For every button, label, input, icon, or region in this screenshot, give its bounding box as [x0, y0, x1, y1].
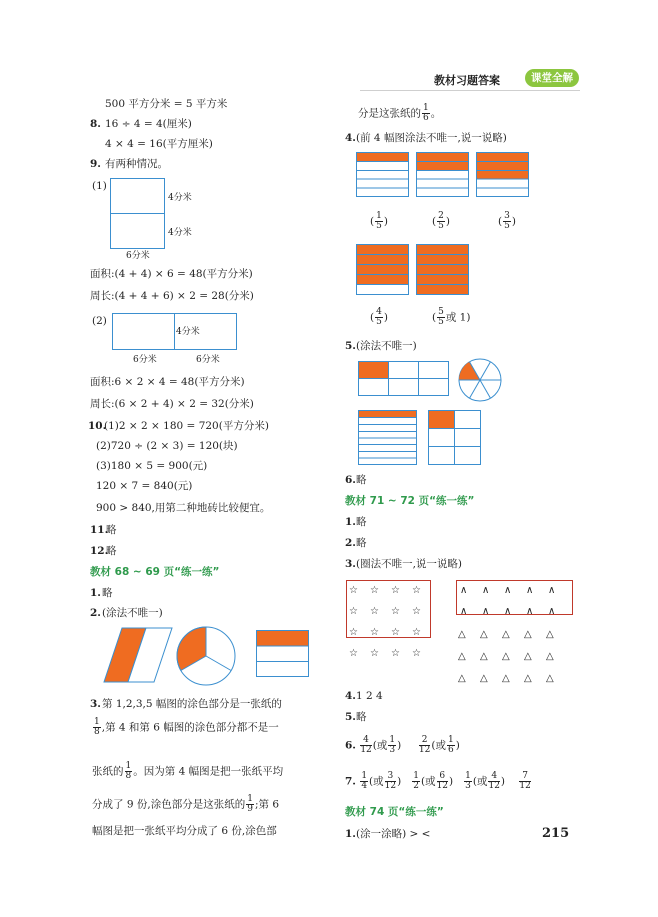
s2q1-number: 1.: [345, 516, 356, 528]
area1: 面积:(4 + 4) × 6 = 48(平方分米): [90, 268, 253, 280]
q9-number: 9.: [90, 158, 101, 170]
triangle-symbol: △: [546, 651, 554, 662]
triangle-symbol: △: [458, 651, 466, 662]
page-number: 215: [542, 826, 570, 841]
circle-figure: [176, 626, 236, 686]
q5-circle-figure: [458, 358, 502, 402]
caret-symbol: ∧: [504, 606, 512, 617]
q4-fig4: [356, 244, 410, 296]
triangle-symbol: △: [480, 673, 488, 684]
caret-symbol: ∧: [548, 606, 556, 617]
q12-answer: 略: [106, 545, 117, 557]
q6-number: 6.: [345, 474, 356, 486]
s1q1-number: 1.: [90, 587, 101, 599]
q5-grid-figure: [358, 361, 450, 397]
q11-number: 11.: [90, 524, 109, 536]
q10-line5: 900 > 840,用第二种地砖比较便宜。: [96, 502, 271, 514]
fig2-label: (2): [92, 315, 107, 327]
q5-text: (涂法不唯一): [356, 340, 417, 352]
caret-symbol: ∧: [460, 606, 468, 617]
q4-fig1: [356, 152, 410, 198]
rectangle-thirds-figure: [256, 630, 310, 678]
header-title: 教材习题答案: [434, 74, 500, 87]
star-symbol: ☆: [370, 648, 379, 659]
star-symbol: ☆: [391, 606, 400, 617]
star-symbol: ☆: [349, 585, 358, 596]
triangle-symbol: △: [458, 629, 466, 640]
triangle-symbol: △: [502, 673, 510, 684]
area2: 面积:6 × 2 × 4 = 48(平方分米): [90, 376, 245, 388]
q4-frac5: ( $\frac{5}{5}$ 或 1): [432, 307, 471, 327]
q4-frac2: ( $\frac{2}{5}$ ): [432, 211, 450, 231]
caret-symbol: ∧: [526, 606, 534, 617]
triangle-symbol: △: [502, 629, 510, 640]
triangle-symbol: △: [480, 651, 488, 662]
triangle-symbol: △: [524, 629, 532, 640]
s3q1-number: 1.: [345, 828, 356, 840]
q4-fig3: [476, 152, 530, 198]
s1q3-number: 3.: [90, 698, 101, 710]
triangle-symbol: △: [458, 673, 466, 684]
triangle-symbol: △: [524, 651, 532, 662]
q4-fig2: [416, 152, 470, 198]
triangle-symbol: △: [502, 651, 510, 662]
section-74: 教材 74 页“练一练”: [345, 806, 444, 818]
star-symbol: ☆: [349, 648, 358, 659]
caret-symbol: ∧: [482, 585, 490, 596]
star-symbol: ☆: [412, 585, 421, 596]
caret-symbol: ∧: [482, 606, 490, 617]
triangle-symbol: △: [546, 673, 554, 684]
fig1-label: (1): [92, 180, 107, 192]
q10-line1: (1)2 × 2 × 180 = 720(平方分米): [104, 420, 269, 432]
section-68-69: 教材 68 ~ 69 页“练一练”: [90, 566, 220, 578]
q4-frac4: ( $\frac{4}{5}$ ): [370, 307, 388, 327]
q4-text: (前 4 幅图涂法不唯一,说一说略): [356, 132, 507, 144]
fig1-side-top: 4分米: [168, 193, 192, 203]
perimeter1: 周长:(4 + 4 + 6) × 2 = 28(分米): [90, 290, 254, 302]
q10-line2: (2)720 ÷ (2 × 3) = 120(块): [96, 440, 238, 452]
carets-circle-box: [456, 580, 574, 616]
s2q2-number: 2.: [345, 537, 356, 549]
s2q4-number: 4.: [345, 690, 356, 702]
fig2-bottom-right: 6分米: [196, 355, 220, 365]
caret-symbol: ∧: [548, 585, 556, 596]
s1q3-line-e: 分成了 9 份,涂色部分是这张纸的 $\frac{1}{9}$ ;第 6: [92, 794, 279, 814]
q8-line-b: 4 × 4 = 16(平方厘米): [105, 138, 213, 150]
star-symbol: ☆: [412, 606, 421, 617]
s2q7-line: 7. $\frac{1}{4}$ (或 $\frac{3}{12}$ ) $\frac{1}{2}$ (或 $\frac{6}{12}$ ) $\frac{1}{3}$ (或 $\frac{4}{12}$ ) $\frac{7}{12}$: [345, 771, 531, 791]
s1q3-line-c: 张纸的 $\frac{1}{8}$ 。因为第 4 幅图是把一张纸平均: [92, 761, 284, 781]
fig1-bottom-label: 6分米: [126, 251, 150, 261]
parallelogram-figure: [104, 627, 174, 683]
q12-number: 12.: [90, 545, 109, 557]
q10-line3: (3)180 × 5 = 900(元): [96, 460, 208, 472]
triangle-symbol: △: [546, 629, 554, 640]
star-symbol: ☆: [370, 627, 379, 638]
line-500: 500 平方分米 = 5 平方米: [105, 98, 228, 110]
section-71-72: 教材 71 ~ 72 页“练一练”: [345, 495, 475, 507]
s1q3-line-g: 幅图是把一张纸平均分成了 6 份,涂色部: [92, 825, 277, 837]
q10-number: 10.: [88, 420, 107, 432]
q9-text: 有两种情况。: [105, 158, 168, 170]
s2q3-number: 3.: [345, 558, 356, 570]
q5-striped-figure: [358, 410, 418, 466]
triangle-symbol: △: [480, 629, 488, 640]
s2q1-answer: 略: [356, 516, 367, 528]
fig1-side-bottom: 4分米: [168, 228, 192, 238]
fig2-bottom-left: 6分米: [133, 355, 157, 365]
s2q5-answer: 略: [356, 711, 367, 723]
caret-symbol: ∧: [526, 585, 534, 596]
star-symbol: ☆: [391, 627, 400, 638]
header-badge: 课堂全解: [525, 69, 579, 87]
s1q2-text: (涂法不唯一): [102, 607, 163, 619]
s2q2-answer: 略: [356, 537, 367, 549]
star-symbol: ☆: [349, 606, 358, 617]
q6-answer: 略: [356, 474, 367, 486]
star-symbol: ☆: [349, 627, 358, 638]
s1q2-number: 2.: [90, 607, 101, 619]
perimeter2: 周长:(6 × 2 + 4) × 2 = 32(分米): [90, 398, 254, 410]
s2q5-number: 5.: [345, 711, 356, 723]
s1q3-line-b: $\frac{1}{8}$ ,第 4 和第 6 幅图的涂色部分都不是一: [94, 717, 279, 737]
caret-symbol: ∧: [504, 585, 512, 596]
q5-number: 5.: [345, 340, 356, 352]
s2q6-line: 6. $\frac{4}{12}$ (或 $\frac{1}{3}$ ) $\frac{2}{12}$ (或 $\frac{1}{6}$ ): [345, 735, 460, 755]
q4-frac1: ( $\frac{1}{5}$ ): [370, 211, 388, 231]
star-symbol: ☆: [412, 627, 421, 638]
star-symbol: ☆: [391, 648, 400, 659]
q5-grid2-figure: [428, 410, 482, 466]
star-symbol: ☆: [412, 648, 421, 659]
fig2-side-label: 4分米: [176, 327, 200, 337]
fig2-rectangles: [112, 313, 238, 351]
r1-line: 分是这张纸的 $\frac{1}{6}$ 。: [358, 103, 442, 123]
q10-line4: 120 × 7 = 840(元): [96, 480, 193, 492]
s1q1-answer: 略: [102, 587, 113, 599]
s2q4-answer: 1 2 4: [356, 690, 383, 702]
s3q1-answer: (涂一涂略) > <: [356, 828, 431, 840]
star-symbol: ☆: [370, 585, 379, 596]
caret-symbol: ∧: [460, 585, 468, 596]
q4-number: 4.: [345, 132, 356, 144]
star-symbol: ☆: [370, 606, 379, 617]
header-divider: [360, 90, 580, 91]
q4-fig5: [416, 244, 470, 296]
s1q3-line-a: 第 1,2,3,5 幅图的涂色部分是一张纸的: [102, 698, 282, 710]
fig1-rectangles: [110, 178, 170, 248]
q8-number: 8.: [90, 118, 101, 130]
triangle-symbol: △: [524, 673, 532, 684]
q11-answer: 略: [106, 524, 117, 536]
star-symbol: ☆: [391, 585, 400, 596]
q8-line-a: 16 ÷ 4 = 4(厘米): [105, 118, 192, 130]
q4-frac3: ( $\frac{3}{5}$ ): [498, 211, 516, 231]
s2q3-text: (圈法不唯一,说一说略): [356, 558, 463, 570]
